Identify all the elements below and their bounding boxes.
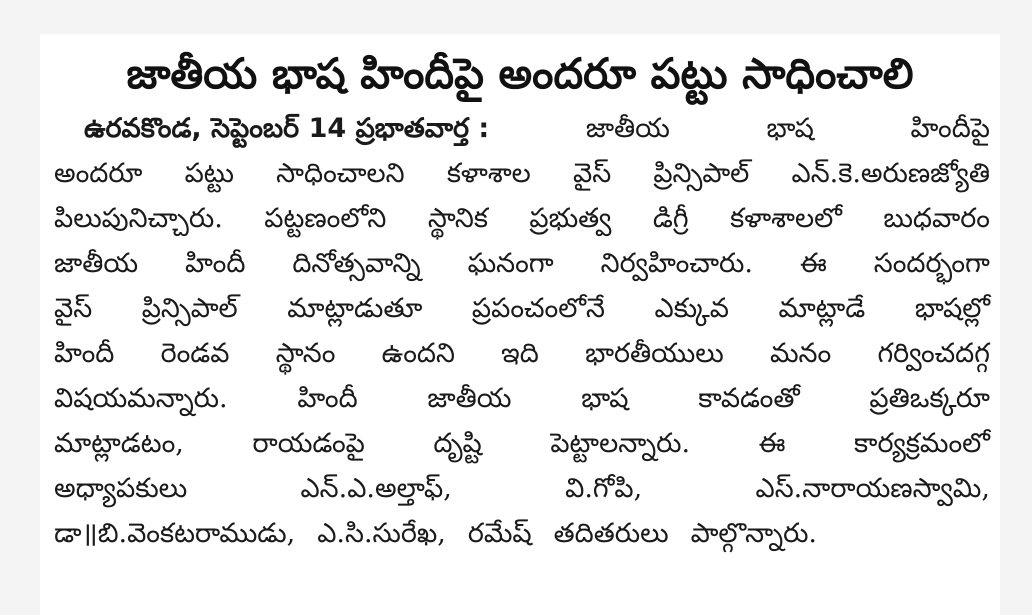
word: భారతీయులు: [585, 338, 724, 369]
word: స్థానిక: [427, 203, 488, 234]
word: రమేష్: [467, 518, 532, 549]
word: హిందీపై: [910, 113, 990, 144]
word: ప్రిన్సిపాల్: [141, 293, 238, 324]
word: మాట్లాడుతూ: [287, 293, 423, 324]
word: రాయడంపై: [252, 428, 365, 459]
word: వి.గోపి,: [565, 473, 643, 504]
word: అధ్యాపకులు: [54, 473, 188, 504]
word: మనం: [769, 338, 832, 369]
word: వైస్: [573, 158, 612, 189]
article-body: [54, 106, 990, 556]
word: గర్వించదగ్గ: [877, 338, 990, 369]
article-line: [54, 421, 990, 466]
word: కార్యక్రమంలో: [854, 428, 990, 459]
word: బుధవారం: [883, 203, 990, 234]
word: పట్టు: [184, 158, 234, 189]
word: హిందీ: [297, 383, 358, 414]
word: హిందీ: [54, 338, 115, 369]
word: తదితరులు: [553, 518, 669, 549]
article-line: [54, 196, 990, 241]
word: దినోత్సవాన్ని: [292, 248, 421, 279]
word: ప్రభుత్వ: [529, 203, 612, 234]
word: హిందీ: [185, 248, 246, 279]
dateline: ఉరవకొండ, సెప్టెంబర్ 14 ప్రభాతవార్త :: [84, 113, 490, 144]
word: భాష: [581, 383, 629, 414]
word: వైస్: [54, 293, 93, 324]
word: జాతీయ: [585, 113, 670, 144]
word: ఎక్కువ: [654, 293, 729, 324]
word: రెండవ: [160, 338, 230, 369]
word: ఉందని: [381, 338, 455, 369]
newspaper-clipping: [40, 34, 1000, 615]
word: కళాశాల: [446, 158, 531, 189]
word: ఎ.సి.సురేఖ,: [317, 518, 446, 549]
word: సందర్భంగా: [873, 248, 990, 279]
headline: జాతీయ భాష హిందీపై అందరూ పట్టు సాధించాలి: [126, 49, 914, 98]
article-line: [54, 331, 990, 376]
word: భాషల్లో: [914, 293, 990, 324]
article-line: [54, 241, 990, 286]
article-line: [54, 151, 990, 196]
word: ఘనంగా: [467, 248, 554, 279]
article-line: [54, 511, 990, 556]
word: విషయమన్నారు.: [54, 383, 228, 414]
word: జాతీయ: [427, 383, 512, 414]
article-line: [54, 376, 990, 421]
word: డిగ్రీ: [652, 203, 689, 234]
word: స్థానం: [275, 338, 336, 369]
article-line: [54, 286, 990, 331]
word: ఇది: [501, 338, 539, 369]
word: డా॥బి.వెంకటరాముడు,: [54, 518, 296, 549]
word: దృష్టి: [433, 428, 482, 459]
word: ఎస్.నారాయణస్వామి,: [755, 473, 990, 504]
word: ఎన్.ఎ.అల్తాఫ్,: [300, 473, 452, 504]
word: ప్రపంచంలోనే: [471, 293, 605, 324]
article-line: [54, 106, 990, 151]
word: పెట్టాలన్నారు.: [550, 428, 691, 459]
word: ప్రతిఒక్కరూ: [869, 383, 990, 414]
word: కళాశాలలో: [730, 203, 842, 234]
word: భాష: [766, 113, 814, 144]
word: ప్రిన్సిపాల్: [653, 158, 750, 189]
word: కావడంతో: [698, 383, 800, 414]
word: పట్టణంలోని: [264, 203, 387, 234]
word: ఎన్.కె.అరుణజ్యోతి: [791, 158, 990, 189]
word: ఈ: [799, 248, 827, 279]
word: పాల్గొన్నారు.: [690, 518, 817, 549]
word: జాతీయ: [54, 248, 139, 279]
word: మాట్లాడే: [778, 293, 866, 324]
word: పిలుపునిచ్చారు.: [54, 203, 223, 234]
word: నిర్వహించారు.: [600, 248, 753, 279]
word: ఈ: [758, 428, 786, 459]
word: మాట్లాడటం,: [54, 428, 184, 459]
article-line: [54, 466, 990, 511]
word: అందరూ: [54, 158, 143, 189]
word: సాధించాలని: [276, 158, 405, 189]
